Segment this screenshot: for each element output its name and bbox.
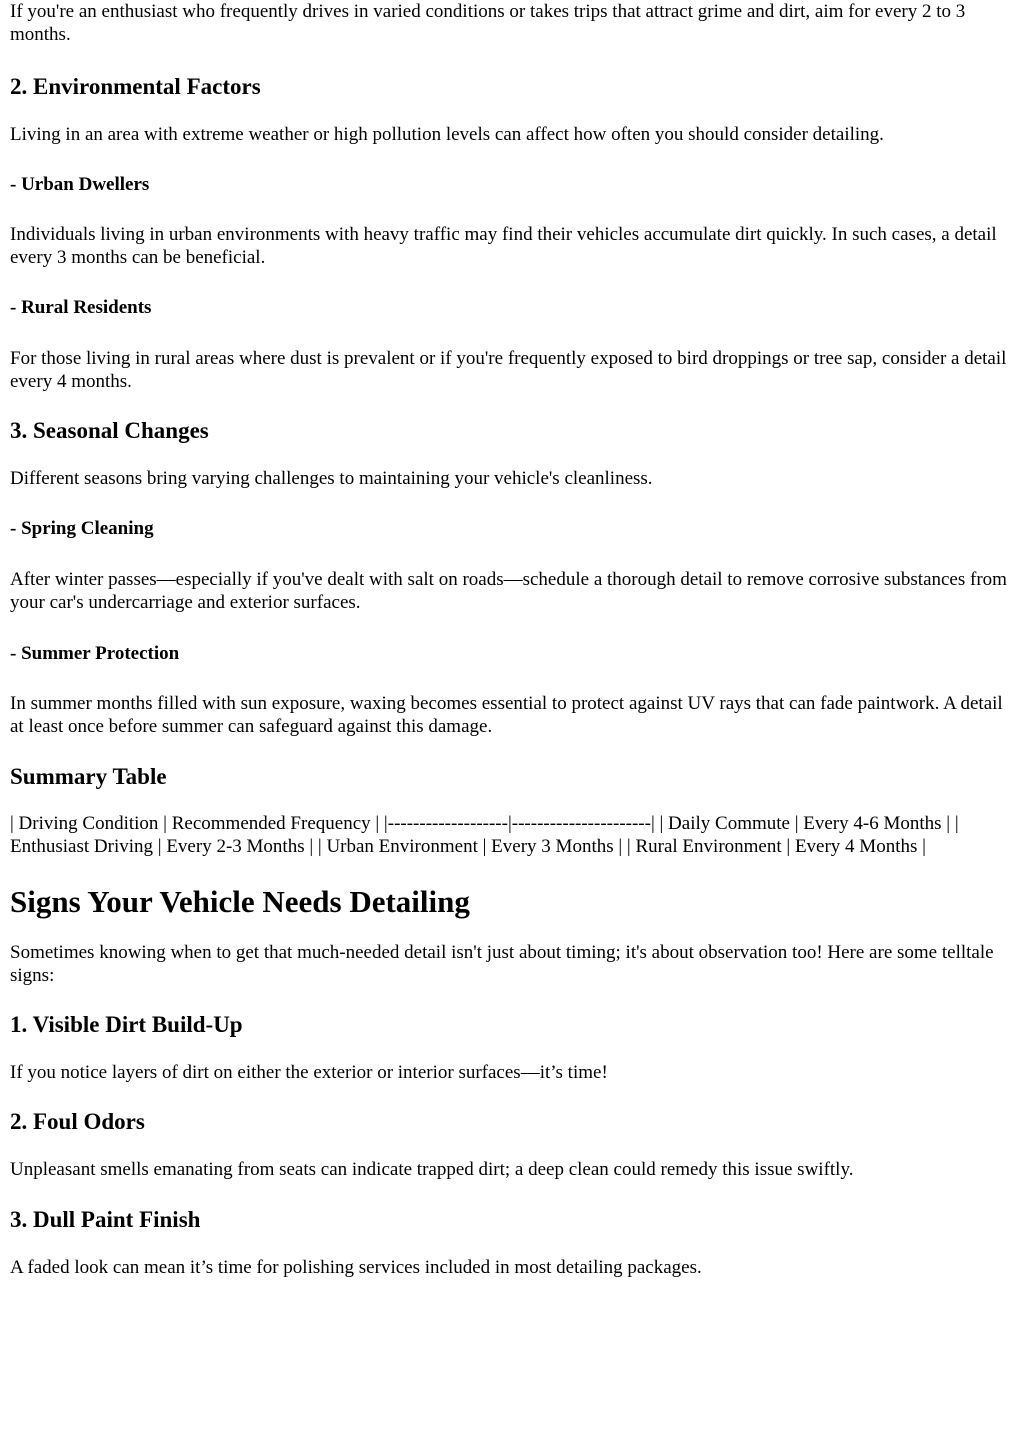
intro-tail-paragraph: If you're an enthusiast who frequently drives in varied conditions or takes trips that attract grime and dirt, aim for every 2 to 3 months. xyxy=(10,1,966,45)
spring-cleaning-paragraph: After winter passes—especially if you've dealt with salt on roads—schedule a thorough detail to remove corrosive substances from your car's undercarriage and exterior surfaces. xyxy=(10,569,1007,613)
summary-table-text: | Driving Condition | Recommended Frequency | |-------------------|----------------------| | Daily Commute | Every 4-6 Months | | Enthusiast Driving | Every 2-3 Months | | Urban Environment | Every 3 Months | | Rural Environment | Every 4 Months | xyxy=(10,813,959,857)
signs-intro-paragraph: Sometimes knowing when to get that much-needed detail isn't just about timing; it's about observation too! Here are some telltale signs: xyxy=(10,942,994,986)
spring-cleaning-heading: - Spring Cleaning xyxy=(10,518,154,539)
urban-dwellers-paragraph: Individuals living in urban environments with heavy traffic may find their vehicles accumulate dirt quickly. In such cases, a detail every 3 months can be beneficial. xyxy=(10,224,997,268)
foul-odors-paragraph: Unpleasant smells emanating from seats can indicate trapped dirt; a deep clean could remedy this issue swiftly. xyxy=(10,1159,854,1180)
foul-odors-heading: 2. Foul Odors xyxy=(10,1109,145,1134)
dull-paint-heading: 3. Dull Paint Finish xyxy=(10,1207,201,1232)
urban-dwellers-heading: - Urban Dwellers xyxy=(10,174,150,195)
rural-residents-paragraph: For those living in rural areas where dust is prevalent or if you're frequently exposed to bird droppings or tree sap, consider a detail every 4 months. xyxy=(10,348,1007,392)
seasonal-changes-heading: 3. Seasonal Changes xyxy=(10,418,209,443)
visible-dirt-paragraph: If you notice layers of dirt on either the exterior or interior surfaces—it’s time! xyxy=(10,1062,608,1083)
rural-residents-heading: - Rural Residents xyxy=(10,297,152,318)
visible-dirt-heading: 1. Visible Dirt Build-Up xyxy=(10,1012,243,1037)
environmental-factors-paragraph: Living in an area with extreme weather or high pollution levels can affect how often you should consider detailing. xyxy=(10,124,884,145)
environmental-factors-heading: 2. Environmental Factors xyxy=(10,74,261,99)
summer-protection-heading: - Summer Protection xyxy=(10,643,180,664)
summary-table-heading: Summary Table xyxy=(10,764,167,789)
seasonal-changes-paragraph: Different seasons bring varying challenges to maintaining your vehicle's cleanliness. xyxy=(10,468,653,489)
summer-protection-paragraph: In summer months filled with sun exposure, waxing becomes essential to protect against UV rays that can fade paintwork. A detail at least once before summer can safeguard against this damage. xyxy=(10,693,1003,737)
signs-section-heading: Signs Your Vehicle Needs Detailing xyxy=(10,884,470,919)
dull-paint-paragraph: A faded look can mean it’s time for polishing services included in most detailing packages. xyxy=(10,1257,702,1278)
